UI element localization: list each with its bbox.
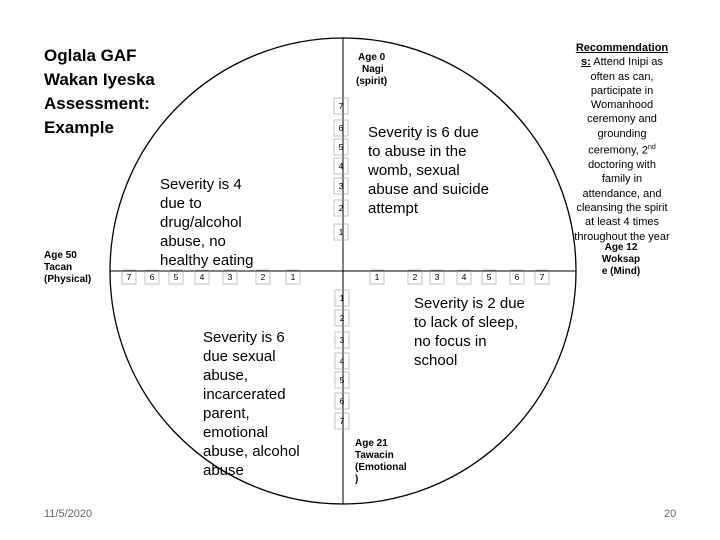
scale-tick-label: 5 — [339, 375, 345, 385]
quadrant-label-spirit — [356, 52, 387, 88]
note-physical — [160, 175, 253, 270]
scale-tick-label: 2 — [338, 203, 344, 213]
note-line: due sexual — [203, 348, 276, 365]
quadrant-label-line: Age 21 — [355, 438, 388, 449]
quadrant-label-line: Age 50 — [44, 250, 77, 261]
quadrant-label-line: (Physical) — [44, 274, 92, 285]
quadrant-label-line: Nagi — [362, 64, 384, 75]
recommendations-line — [567, 55, 677, 69]
quadrant-label-line: Woksap — [601, 254, 641, 265]
note-line: attempt — [368, 200, 419, 217]
note-line: school — [414, 352, 458, 369]
scale-tick-label: 2 — [339, 313, 345, 323]
note-line: Severity is 6 — [203, 329, 285, 346]
scale-tick-label: 4 — [338, 161, 344, 171]
recommendations-heading: Recommendation — [575, 42, 669, 54]
recommendations-line: at least 4 times — [585, 216, 659, 229]
recommendations-line: grounding — [597, 127, 647, 140]
quadrant-label-mind — [590, 242, 652, 278]
note-line: incarcerated — [203, 386, 286, 403]
scale-tick-label: 1 — [290, 272, 296, 282]
scale-tick-label: 6 — [514, 272, 520, 282]
recommendations-line: cleansing the spirit — [576, 201, 668, 214]
scale-tick-label: 6 — [149, 272, 155, 282]
note-line: abuse and suicide — [368, 181, 489, 198]
quadrant-label-line: Tacan — [44, 262, 73, 273]
scale-tick-label: 2 — [260, 272, 266, 282]
scale-tick-label: 1 — [338, 227, 344, 237]
scale-tick-label: 7 — [339, 416, 345, 426]
recommendations-line — [567, 141, 677, 158]
quadrant-label-line: Age 0 — [358, 52, 386, 63]
note-line: Severity is 6 due — [368, 124, 479, 141]
note-line: abuse — [203, 462, 244, 479]
scale-tick-label: 7 — [338, 101, 344, 111]
scale-tick-label: 7 — [539, 272, 545, 282]
superscript: nd — [647, 144, 656, 152]
quadrant-label-line: ) — [355, 474, 359, 485]
quadrant-label-line: e (Mind) — [601, 266, 641, 277]
note-emotional — [203, 328, 300, 480]
recommendations-line: attendance, and — [582, 187, 662, 200]
scale-tick-label: 3 — [434, 272, 440, 282]
note-line: Severity is 4 — [160, 176, 242, 193]
recommendations-line: ceremony and — [587, 113, 657, 126]
page-title — [44, 44, 194, 140]
note-spirit — [368, 123, 489, 218]
scale-tick-label: 1 — [339, 293, 345, 303]
scale-tick-label: 3 — [338, 181, 344, 191]
scale-tick-label: 6 — [338, 123, 344, 133]
scale-tick-label: 4 — [199, 272, 205, 282]
scale-tick-label: 4 — [461, 272, 467, 282]
note-line: to lack of sleep, — [414, 314, 519, 331]
scale-tick-label: 5 — [486, 272, 492, 282]
title-line: Example — [44, 118, 114, 137]
title-line: Oglala GAF — [44, 46, 137, 65]
scale-tick-label: 6 — [339, 396, 345, 406]
scale-tick-label: 5 — [338, 142, 344, 152]
quadrant-label-emotional — [355, 438, 407, 486]
page-number: 20 — [664, 508, 677, 520]
recommendations-text: ceremony, 2 — [588, 144, 648, 157]
note-line: healthy eating — [160, 252, 254, 269]
scale-tick-label: 3 — [339, 335, 345, 345]
quadrant-label-line: Tawacin — [355, 450, 394, 461]
recommendations — [567, 41, 677, 244]
quadrant-label-line: Age 12 — [604, 242, 638, 253]
recommendations-line: family in — [601, 173, 643, 186]
quadrant-label-physical — [44, 250, 91, 286]
recommendations-heading-suffix: s: — [581, 56, 591, 69]
recommendations-line: throughout the year — [574, 230, 670, 243]
recommendations-line: often as can, — [590, 70, 654, 83]
note-line: parent, — [203, 405, 250, 422]
note-line: no focus in — [414, 333, 487, 350]
scale-tick-label: 3 — [227, 272, 233, 282]
scale-tick-label: 2 — [412, 272, 418, 282]
recommendations-line: participate in — [590, 84, 654, 97]
title-line: Wakan Iyeska — [44, 70, 155, 89]
quadrant-label-line: (spirit) — [356, 76, 388, 87]
recommendations-line: doctoring with — [588, 159, 656, 172]
note-line: Severity is 2 due — [414, 295, 525, 312]
title-line: Assessment: — [44, 94, 150, 113]
note-line: to abuse in the — [368, 143, 467, 160]
note-line: abuse, — [203, 367, 249, 384]
note-line: abuse, alcohol — [203, 443, 300, 460]
scale-tick-label: 4 — [339, 356, 345, 366]
scale-tick-label: 7 — [126, 272, 132, 282]
scale-tick-label: 1 — [374, 272, 380, 282]
recommendations-text: Attend Inipi as — [590, 56, 663, 69]
note-line: drug/alcohol — [160, 214, 242, 231]
note-line: womb, sexual — [368, 162, 460, 179]
note-line: abuse, no — [160, 233, 226, 250]
quadrant-label-line: (Emotional — [355, 462, 407, 473]
footer-date: 11/5/2020 — [44, 508, 93, 520]
note-mind — [414, 294, 525, 370]
note-line: emotional — [203, 424, 269, 441]
recommendations-line: Womanhood — [590, 99, 654, 112]
scale-tick-label: 5 — [173, 272, 179, 282]
note-line: due to — [160, 195, 202, 212]
